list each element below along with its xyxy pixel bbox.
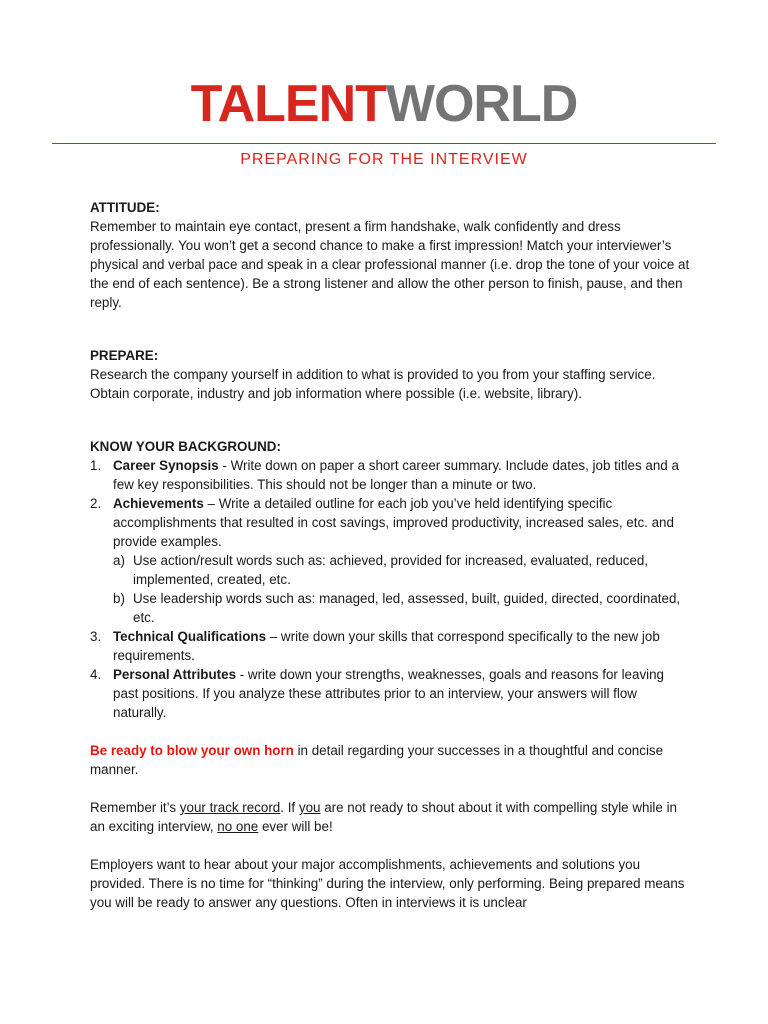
background-list	[90, 456, 690, 722]
sub-item-text: Use leadership words such as: managed, led, assessed, built, guided, directed, coordinated, etc.	[133, 591, 681, 625]
spacer	[90, 836, 690, 855]
spacer	[90, 312, 690, 346]
track-record-paragraph	[90, 798, 690, 836]
prepare-paragraph: Research the company yourself in addition to what is provided to you from your staffing service. Obtain corporate, industry and job information where possible (i.e. website, library).	[90, 367, 656, 401]
track-text-4: ever will be!	[258, 819, 333, 834]
list-item	[90, 456, 690, 494]
sub-list-item	[113, 589, 690, 627]
list-item	[90, 665, 690, 722]
logo-world: WORLD	[385, 75, 578, 133]
track-text-3: are not ready to shout about it with compelling style while in an exciting interview,	[90, 800, 678, 834]
list-item	[90, 627, 690, 665]
sub-list	[113, 551, 690, 627]
sub-item-text: Use action/result words such as: achieved, provided for increased, evaluated, reduced, implemented, created, etc.	[133, 553, 649, 587]
track-underline-3: no one	[217, 819, 259, 834]
track-underline-1: your track record	[179, 800, 281, 815]
list-number: 1.	[90, 458, 102, 473]
horn-highlight: Be ready to blow your own horn	[90, 743, 294, 758]
track-text-2: . If	[280, 800, 299, 815]
background-heading: KNOW YOUR BACKGROUND:	[90, 439, 281, 454]
sub-list-letter: b)	[113, 591, 125, 606]
spacer	[90, 403, 690, 437]
attitude-paragraph: Remember to maintain eye contact, present a firm handshake, walk confidently and dress professionally. You won’t get a second chance to make a first impression! Match your interviewer’s physical and verbal pace and speak in a clear professional manner (i.e. drop the tone of your voice at the end of each sentence). Be a strong listener and allow the other person to finish, pause, and then reply.	[90, 219, 690, 310]
horn-text: in detail regarding your successes in a thoughtful and concise manner.	[90, 743, 664, 777]
horn-paragraph	[90, 741, 690, 779]
item-term: Career Synopsis	[113, 458, 219, 473]
prepare-heading: PREPARE:	[90, 348, 159, 363]
talentworld-logo	[0, 74, 768, 134]
item-term: Personal Attributes	[113, 667, 237, 682]
list-number: 3.	[90, 629, 102, 644]
document-title: PREPARING FOR THE INTERVIEW	[240, 151, 528, 168]
item-text: - Write down on paper a short career summary. Include dates, job titles and a few key responsibilities. This should not be longer than a minute or two.	[113, 458, 679, 492]
document-body	[90, 198, 690, 912]
attitude-heading: ATTITUDE:	[90, 200, 160, 215]
spacer	[90, 779, 690, 798]
list-item	[90, 494, 690, 627]
sub-list-item	[113, 551, 690, 589]
list-number: 2.	[90, 496, 102, 511]
header-divider	[52, 143, 716, 144]
item-term: Achievements	[113, 496, 204, 511]
sub-list-letter: a)	[113, 553, 125, 568]
item-text: - write down your strengths, weaknesses, goals and reasons for leaving past positions. If you analyze these attributes prior to an interview, your answers will flow naturally.	[113, 667, 665, 720]
item-term: Technical Qualifications	[113, 629, 267, 644]
list-number: 4.	[90, 667, 102, 682]
employers-paragraph: Employers want to hear about your major accomplishments, achievements and solutions you provided. There is no time for “thinking” during the interview, only performing. Being prepared means you will be ready to answer any questions. Often in interviews it is unclear	[90, 857, 685, 910]
spacer	[90, 722, 690, 741]
logo-talent: TALENT	[190, 75, 386, 133]
item-text: – Write a detailed outline for each job you’ve held identifying specific accomplishments that resulted in cost savings, improved productivity, increased sales, etc. and provide examples.	[113, 496, 674, 549]
track-text-1: Remember it’s	[90, 800, 180, 815]
item-text: – write down your skills that correspond specifically to the new job requirements.	[113, 629, 660, 663]
track-underline-2: you	[298, 800, 321, 815]
